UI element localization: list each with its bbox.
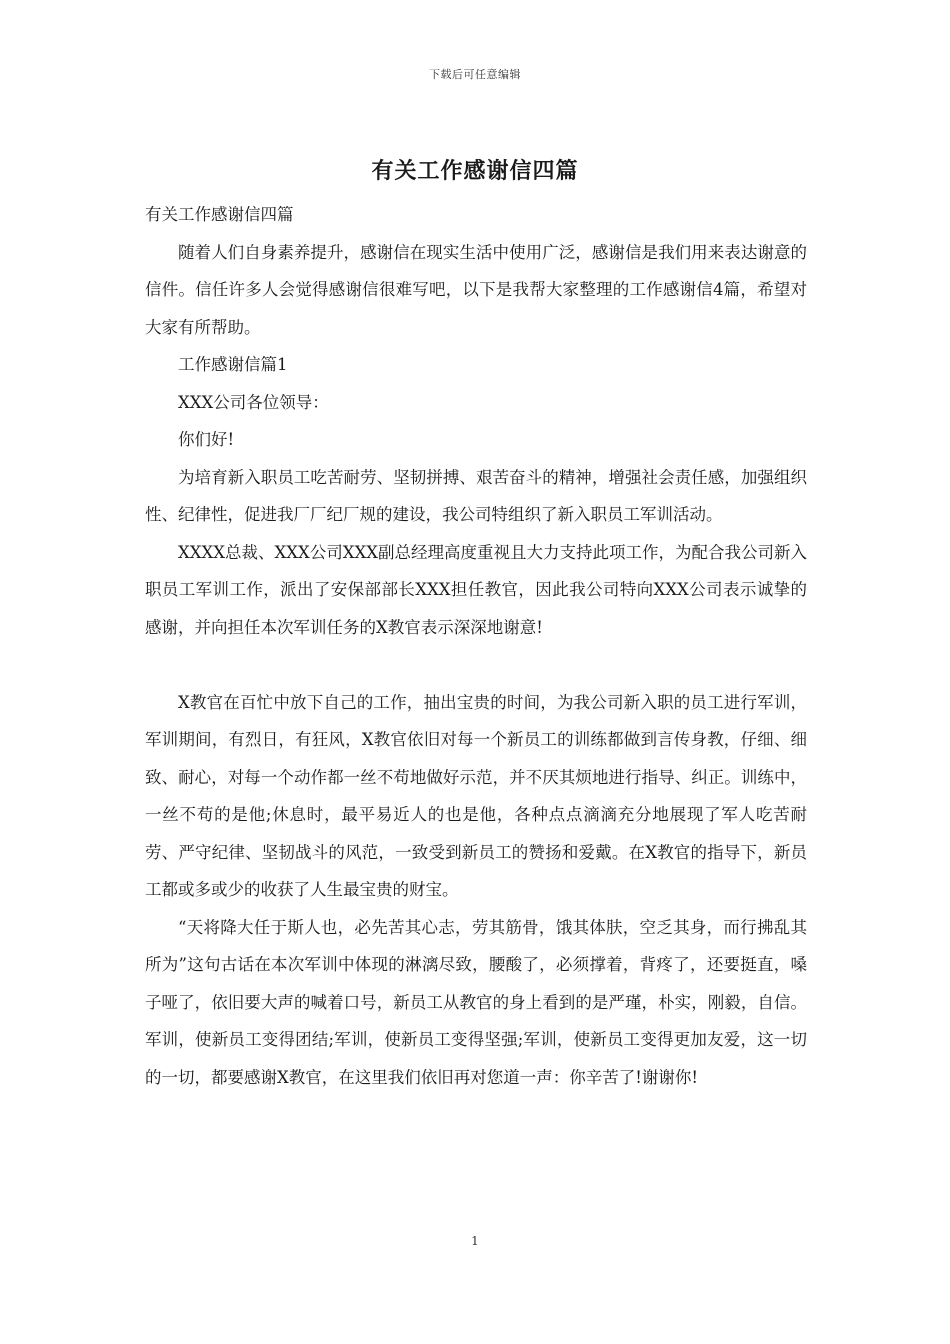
page-header-note: 下载后可任意编辑 xyxy=(429,68,521,81)
body-paragraph: XXXX总裁、XXX公司XXX副总经理高度重视且大力支持此项工作，为配合我公司新入职员工军训工作，派出了安保部部长XXX担任教官，因此我公司特向XXX公司表示诚挚的感谢，并向担任本次军训任务的X教官表示深深地谢意! xyxy=(145,542,807,637)
body-subtitle: 有关工作感谢信四篇 xyxy=(145,205,294,224)
document-title: 有关工作感谢信四篇 xyxy=(371,158,579,184)
blank-line xyxy=(145,646,807,684)
letter-salutation: XXX公司各位领导： xyxy=(178,392,329,412)
page-number: 1 xyxy=(471,1234,479,1248)
body-paragraph: 为培育新入职员工吃苦耐劳、坚韧拼搏、艰苦奋斗的精神，增强社会责任感，加强组织性、纪律性，促进我厂厂纪厂规的建设，我公司特组织了新入职员工军训活动。 xyxy=(145,467,807,524)
body-paragraph: X教官在百忙中放下自己的工作，抽出宝贵的时间，为我公司新入职的员工进行军训，军训期间，有烈日，有狂风，X教官依旧对每一个新员工的训练都做到言传身教，仔细、细致、耐心，对每一个动作都一丝不苟地做好示范，并不厌其烦地进行指导、纠正。训练中，一丝不苟的是他;休息时，最平易近人的也是他，各种点点滴滴充分地展现了军人吃苦耐劳、严守纪律、坚韧战斗的风范，一致受到新员工的赞扬和爱戴。在X教官的指导下，新员工都或多或少的收获了人生最宝贵的财宝。 xyxy=(145,692,807,899)
letter-greeting: 你们好! xyxy=(178,430,235,449)
body-paragraph: “天将降大任于斯人也，必先苦其心志，劳其筋骨，饿其体肤，空乏其身，而行拂乱其所为”这句古话在本次军训中体现的淋漓尽致，腰酸了，必须撑着，背疼了，还要挺直，嗓子哑了，依旧要大声的喊着口号，新员工从教官的身上看到的是严瑾，朴实，刚毅，自信。军训，使新员工变得团结;军训，使新员工变得坚强;军训，使新员工变得更加友爱，这一切的一切，都要感谢X教官，在这里我们依旧再对您道一声：你辛苦了!谢谢你! xyxy=(145,917,807,1087)
letter-heading: 工作感谢信篇1 xyxy=(178,355,288,374)
intro-paragraph: 随着人们自身素养提升，感谢信在现实生活中使用广泛，感谢信是我们用来表达谢意的信件。信任许多人会觉得感谢信很难写吧，以下是我帮大家整理的工作感谢信4篇，希望对大家有所帮助。 xyxy=(145,242,807,337)
document-body xyxy=(145,196,807,1096)
